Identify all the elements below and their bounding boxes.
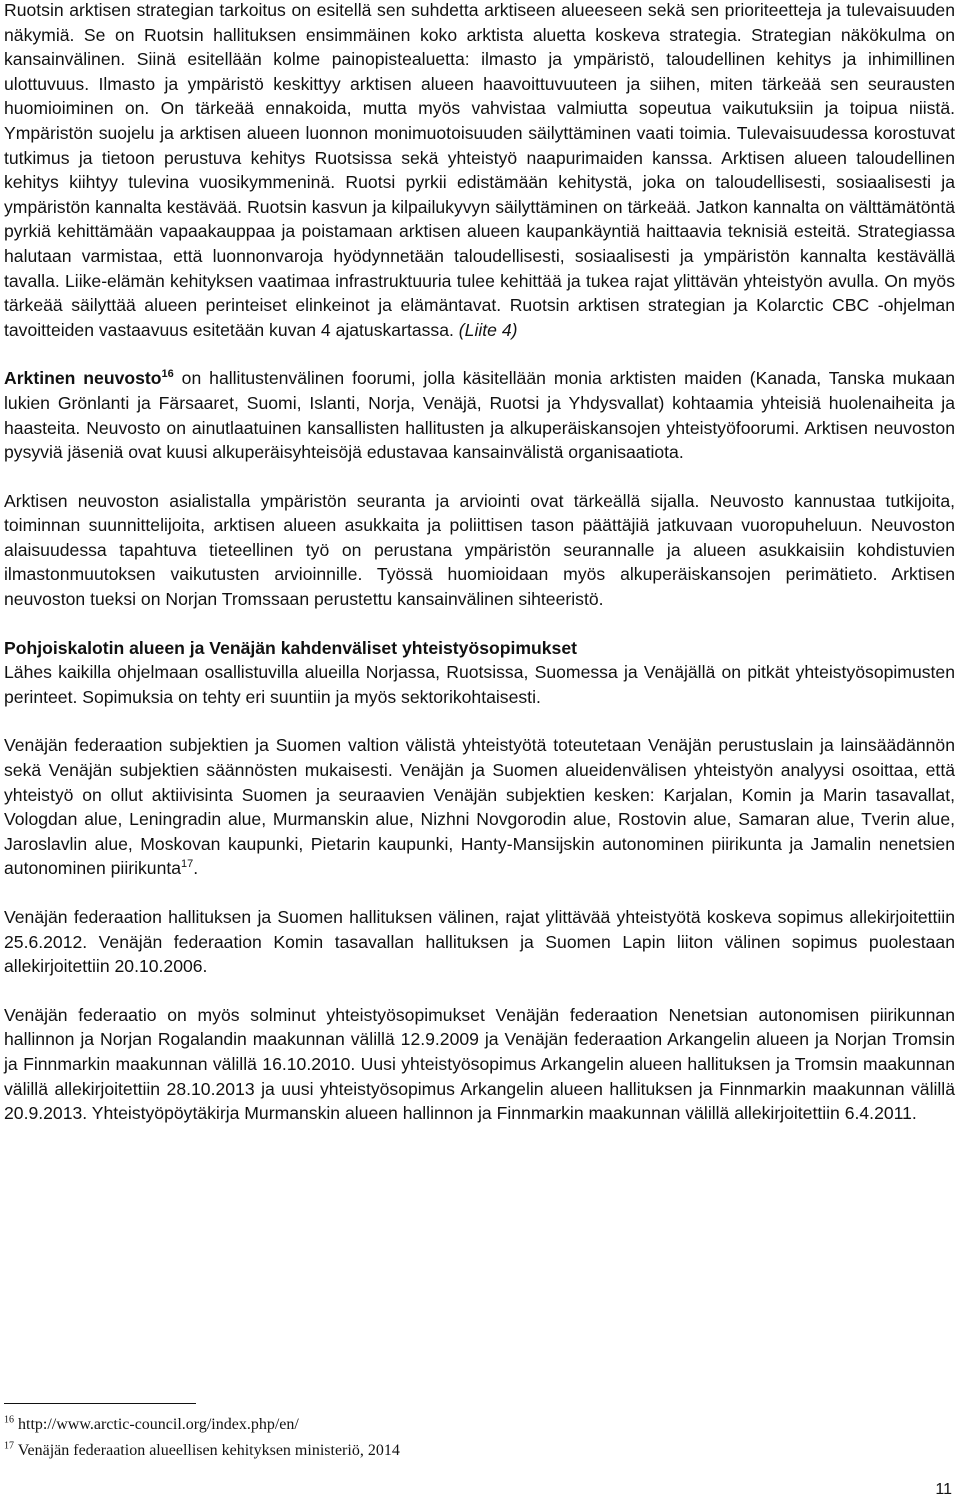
- arctic-council-term: Arktinen neuvosto: [4, 368, 162, 389]
- intro-paragraph: [4, 0, 955, 342]
- footnote-text: Venäjän federaation alueellisen kehityksen ministeriö, 2014: [14, 1442, 400, 1459]
- footnotes: [4, 1412, 400, 1464]
- footnote-17: [4, 1438, 400, 1464]
- footnote-divider: [4, 1403, 196, 1404]
- footnote-ref-16[interactable]: 16: [161, 368, 174, 381]
- section-heading: Pohjoiskalotin alueen ja Venäjän kahdenväliset yhteistyösopimukset: [4, 637, 577, 658]
- footnote-mark: 16: [4, 1414, 14, 1426]
- footnote-mark: 17: [4, 1440, 14, 1452]
- document-body: [4, 0, 955, 1150]
- footnote-ref-17[interactable]: 17: [181, 858, 194, 871]
- other-agreements-paragraph: Venäjän federaatio on myös solminut yhteistyösopimukset Venäjän federaation Nenetsian autonomisen piirikunnan hallinnon ja Norjan Rogalandin maakunnan välillä 12.9.2009 ja Venäjän federaation Arkangelin alueen ja Norjan Tromsin ja Finnmarkin maakunnan välillä 16.10.2010. Uusi yhteistyösopimus Arkangelin alueen hallituksen ja Tromsin maakunnan välillä allekirjoitettiin 28.10.2013 ja uusi yhteistyösopimus Arkangelin alueen hallituksen ja Finnmarkin maakunnan välillä 20.9.2013. Yhteistyöpöytäkirja Murmanskin alueen hallinnon ja Finnmarkin maakunnan välillä allekirjoitettiin 6.4.2011.: [4, 1004, 955, 1124]
- intro-text: Ruotsin arktisen strategian tarkoitus on esitellä sen suhdetta arktiseen alueeseen sekä sen prioriteetteja ja tulevaisuuden näkymiä. Se on Ruotsin hallituksen ensimmäinen koko arktista aluetta koskeva strategia. Strategian näkökulma on kansainvälinen. Siinä esitellään kolme painopistealuetta: ilmasto ja ympäristö, taloudellinen kehitys ja inhimillinen ulottuvuus. Ilmasto ja ympäristö keskittyy arktisen alueen haavoittuvuuteen ja siihen, miten tärkeää sen seurausten huomioiminen on. On tärkeää ennakoida, mutta myös vahvistaa valmiutta sopeutua vaikutuksiin ja toipua niistä. Ympäristön suojelu ja arktisen alueen luonnon monimuotoisuuden säilyttäminen vaati toimia. Tulevaisuudessa korostuvat tutkimus ja tietoon perustuva kehitys Ruotsissa sekä yhteistyö naapurimaiden kanssa. Arktisen alueen taloudellinen kehitys kiihtyy tulevina vuosikymmeninä. Ruotsi pyrkii edistämään kehitystä, joka on taloudellisesti, sosiaalisesti ja ympäristön kannalta kestävää. Ruotsin kasvun ja kilpailukyvyn säilyttäminen on tärkeää. Jatkon kannalta on välttämätöntä pyrkiä kehittämään vapaakauppaa ja poistamaan arktisen alueen kaupankäyntiä haittaavia teknisiä esteitä. Strategiassa halutaan varmistaa, että luonnonvaroja hyödynnetään taloudellisesti, sosiaalisesti ja ympäristön kannalta kestävällä tavalla. Liike-elämän kehityksen vaatimaa infrastruktuuria tulee kehittää ja tukea rajat ylittävän yhteistyön avulla. On myös tärkeää säilyttää alueen perinteiset elinkeinot ja elämäntavat. Ruotsin arktisen strategian ja Kolarctic CBC -ohjelman tavoitteiden vastaavuus esitetään kuvan 4 ajatuskartassa.: [4, 0, 955, 340]
- page-number: 11: [935, 1481, 952, 1498]
- arctic-council-paragraph: [4, 366, 955, 464]
- footnote-link[interactable]: http://www.arctic-council.org/index.php/en/: [14, 1416, 299, 1433]
- council-agenda-paragraph: Arktisen neuvoston asialistalla ympäristön seuranta ja arviointi ovat tärkeällä sijalla. Neuvosto kannustaa tutkijoita, toiminnan suunnittelijoita, arktisen alueen asukkaita ja poliittisen tason päättäjiä jatkuvaan vuoropuheluun. Neuvoston alaisuudessa tapahtuva tieteellinen työ on perustana ympäristön seurannalle ja alueen asukkaisiin kohdistuvien ilmastonmuutoksen vaikutusten arvioinnille. Työssä huomioidaan myös alkuperäiskansojen perimätieto. Arktisen neuvoston tueksi on Norjan Tromssaan perustettu kansainvälinen sihteeristö.: [4, 490, 955, 610]
- bilateral-section: [4, 636, 955, 710]
- bilateral-paragraph: Lähes kaikilla ohjelmaan osallistuvilla alueilla Norjassa, Ruotsissa, Suomessa ja Venäjällä on pitkät yhteistyösopimusten perinteet. Sopimuksia on tehty eri suuntiin ja myös sektorikohtaisesti.: [4, 662, 955, 707]
- footnote-16: [4, 1412, 400, 1438]
- federation-subjects-text: Venäjän federaation subjektien ja Suomen valtion välistä yhteistyötä toteutetaan Venäjän perustuslain ja lainsäädännön sekä Venäjän subjektien säännösten mukaisesti. Venäjän ja Suomen alueidenvälisen yhteistyön analyysi osoittaa, että yhteistyö on ollut aktiivisinta Suomen ja seuraavien Venäjän subjektien kesken: Karjalan, Komin ja Marin tasavallat, Vologdan alue, Leningradin alue, Murmanskin alue, Nizhni Novgorodin alue, Rostovin alue, Samaran alue, Tverin alue, Jaroslavlin alue, Moskovan kaupunki, Pietarin kaupunki, Hanty-Mansijskin autonominen piirikunta ja Jamalin nenetsien autonominen piirikunta: [4, 735, 955, 879]
- appendix-reference: (Liite 4): [458, 319, 518, 340]
- federation-subjects-paragraph: [4, 733, 955, 881]
- arctic-council-text: on hallitustenvälinen foorumi, jolla käsitellään monia arktisten maiden (Kanada, Tanska mukaan lukien Grönlanti ja Färsaaret, Suomi, Islanti, Norja, Venäjä, Ruotsi ja Yhdysvallat) kohtaamia yhteisiä huolenaiheita ja haasteita. Neuvosto on ainutlaatuinen kansallisten hallitusten ja alkuperäiskansojen yhteistyöfoorumi. Arktisen neuvoston pysyviä jäseniä ovat kuusi alkuperäisyhteisöjä edustavaa kansainvälistä organisaatiota.: [4, 368, 956, 463]
- federation-subjects-end: .: [193, 858, 199, 879]
- agreement-2012-paragraph: Venäjän federaation hallituksen ja Suomen hallituksen välinen, rajat ylittävää yhteistyötä koskeva sopimus allekirjoitettiin 25.6.2012. Venäjän federaation Komin tasavallan hallituksen ja Suomen Lapin liiton välinen sopimus puolestaan allekirjoitettiin 20.10.2006.: [4, 907, 955, 977]
